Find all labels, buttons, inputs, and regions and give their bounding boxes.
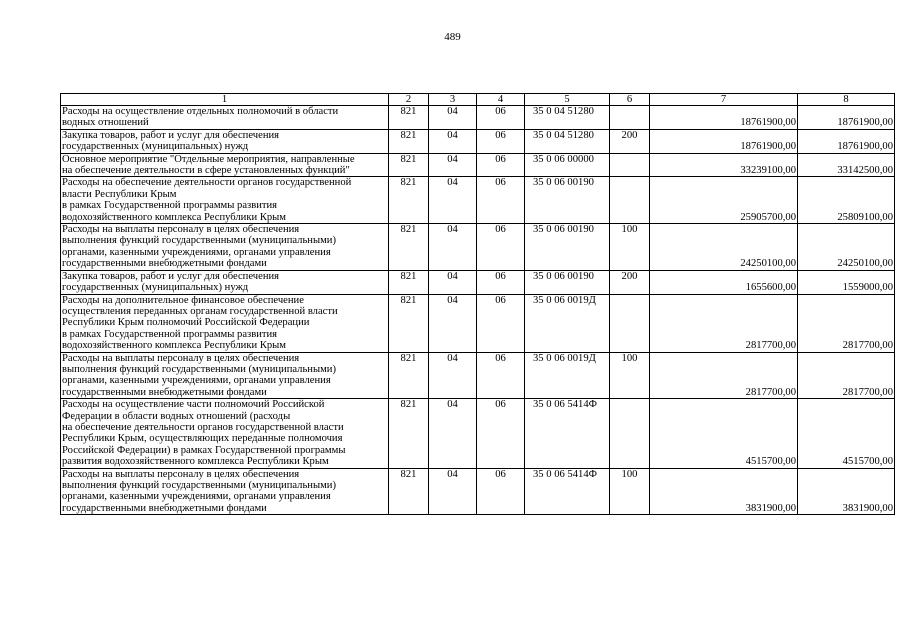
table-row [61, 106, 895, 130]
amount-col7: 3831900,00 [650, 468, 798, 515]
target-article-code: 35 0 06 00190 [525, 270, 610, 294]
subsection-code: 06 [477, 177, 525, 224]
amount-col8: 18761900,00 [798, 129, 895, 153]
subsection-code: 06 [477, 224, 525, 271]
table-row [61, 129, 895, 153]
amount-col8: 25809100,00 [798, 177, 895, 224]
amount-col8: 4515700,00 [798, 399, 895, 468]
amount-col8: 2817700,00 [798, 352, 895, 399]
expense-type-code: 200 [610, 129, 650, 153]
expense-type-code [610, 294, 650, 352]
table-row [61, 399, 895, 468]
column-header: 6 [610, 94, 650, 106]
amount-col8: 3831900,00 [798, 468, 895, 515]
expense-type-code: 100 [610, 224, 650, 271]
ministry-code: 821 [389, 106, 429, 130]
amount-col7: 1655600,00 [650, 270, 798, 294]
amount-col8: 24250100,00 [798, 224, 895, 271]
section-code: 04 [429, 399, 477, 468]
section-code: 04 [429, 352, 477, 399]
subsection-code: 06 [477, 270, 525, 294]
table-row [61, 177, 895, 224]
page-number: 489 [444, 31, 461, 43]
subsection-code: 06 [477, 129, 525, 153]
section-code: 04 [429, 153, 477, 177]
row-description: Основное мероприятие "Отдельные мероприятия, направленные на обеспечение деятельности в сфере установленных функций" [61, 153, 389, 177]
section-code: 04 [429, 129, 477, 153]
column-header: 5 [525, 94, 610, 106]
subsection-code: 06 [477, 399, 525, 468]
subsection-code: 06 [477, 153, 525, 177]
ministry-code: 821 [389, 352, 429, 399]
target-article-code: 35 0 06 0019Д [525, 352, 610, 399]
target-article-code: 35 0 04 51280 [525, 129, 610, 153]
amount-col7: 18761900,00 [650, 106, 798, 130]
amount-col8: 2817700,00 [798, 294, 895, 352]
subsection-code: 06 [477, 352, 525, 399]
amount-col7: 33239100,00 [650, 153, 798, 177]
column-header: 7 [650, 94, 798, 106]
expense-type-code [610, 399, 650, 468]
table-row [61, 294, 895, 352]
ministry-code: 821 [389, 177, 429, 224]
expense-type-code: 200 [610, 270, 650, 294]
column-header: 1 [61, 94, 389, 106]
target-article-code: 35 0 06 5414Ф [525, 468, 610, 515]
target-article-code: 35 0 06 00190 [525, 224, 610, 271]
amount-col7: 25905700,00 [650, 177, 798, 224]
ministry-code: 821 [389, 399, 429, 468]
section-code: 04 [429, 294, 477, 352]
target-article-code: 35 0 06 5414Ф [525, 399, 610, 468]
expense-type-code [610, 106, 650, 130]
ministry-code: 821 [389, 294, 429, 352]
section-code: 04 [429, 106, 477, 130]
amount-col7: 18761900,00 [650, 129, 798, 153]
table-row [61, 270, 895, 294]
budget-table [60, 93, 895, 515]
amount-col7: 2817700,00 [650, 352, 798, 399]
row-description: Расходы на обеспечение деятельности органов государственной власти Республики Крым в рамках Государственной программы развития водохозяйственного комплекса Республики Крым [61, 177, 389, 224]
row-description: Закупка товаров, работ и услуг для обеспечения государственных (муниципальных) нужд [61, 270, 389, 294]
expense-type-code [610, 177, 650, 224]
row-description: Расходы на осуществление части полномочий Российской Федерации в области водных отношений (расходы на обеспечение деятельности органов государственной власти Республики Крым, осуществляющих переданные полномочия Российской Федерации) в рамках Государственной программы развития водохозяйственного комплекса Республики Крым [61, 399, 389, 468]
subsection-code: 06 [477, 468, 525, 515]
expense-type-code: 100 [610, 352, 650, 399]
ministry-code: 821 [389, 153, 429, 177]
row-description: Расходы на дополнительное финансовое обеспечение осуществления переданных органам государственной власти Республики Крым полномочий Российской Федерации в рамках Государственной программы развития водохозяйственного комплекса Республики Крым [61, 294, 389, 352]
table-row [61, 153, 895, 177]
section-code: 04 [429, 468, 477, 515]
amount-col7: 2817700,00 [650, 294, 798, 352]
table-header-row [61, 94, 895, 106]
row-description: Закупка товаров, работ и услуг для обеспечения государственных (муниципальных) нужд [61, 129, 389, 153]
section-code: 04 [429, 270, 477, 294]
amount-col7: 4515700,00 [650, 399, 798, 468]
ministry-code: 821 [389, 129, 429, 153]
row-description: Расходы на осуществление отдельных полномочий в области водных отношений [61, 106, 389, 130]
expense-type-code: 100 [610, 468, 650, 515]
section-code: 04 [429, 224, 477, 271]
target-article-code: 35 0 06 0019Д [525, 294, 610, 352]
target-article-code: 35 0 04 51280 [525, 106, 610, 130]
amount-col8: 1559000,00 [798, 270, 895, 294]
subsection-code: 06 [477, 294, 525, 352]
amount-col8: 33142500,00 [798, 153, 895, 177]
column-header: 8 [798, 94, 895, 106]
expense-type-code [610, 153, 650, 177]
row-description: Расходы на выплаты персоналу в целях обеспечения выполнения функций государственными (муниципальными) органами, казенными учреждениями, органами управления государственными внебюджетными фондами [61, 224, 389, 271]
row-description: Расходы на выплаты персоналу в целях обеспечения выполнения функций государственными (муниципальными) органами, казенными учреждениями, органами управления государственными внебюджетными фондами [61, 352, 389, 399]
table-row [61, 468, 895, 515]
target-article-code: 35 0 06 00000 [525, 153, 610, 177]
column-header: 3 [429, 94, 477, 106]
column-header: 4 [477, 94, 525, 106]
ministry-code: 821 [389, 224, 429, 271]
table-row [61, 352, 895, 399]
ministry-code: 821 [389, 468, 429, 515]
amount-col8: 18761900,00 [798, 106, 895, 130]
row-description: Расходы на выплаты персоналу в целях обеспечения выполнения функций государственными (муниципальными) органами, казенными учреждениями, органами управления государственными внебюджетными фондами [61, 468, 389, 515]
column-header: 2 [389, 94, 429, 106]
section-code: 04 [429, 177, 477, 224]
target-article-code: 35 0 06 00190 [525, 177, 610, 224]
subsection-code: 06 [477, 106, 525, 130]
amount-col7: 24250100,00 [650, 224, 798, 271]
table-row [61, 224, 895, 271]
ministry-code: 821 [389, 270, 429, 294]
